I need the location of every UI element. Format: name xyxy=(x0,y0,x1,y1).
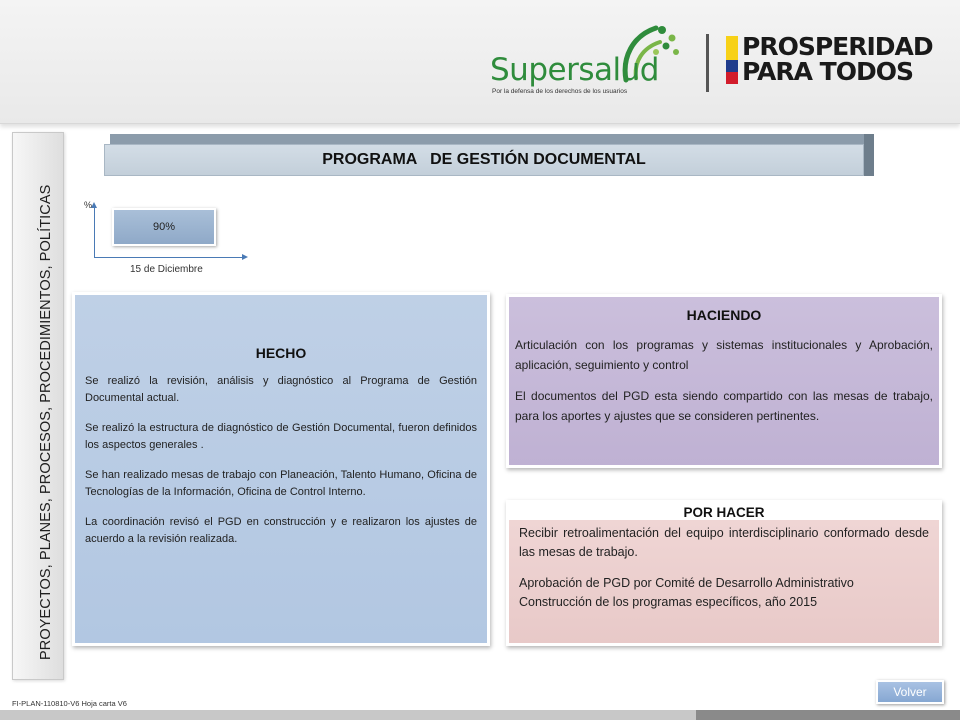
supersalud-wordmark: Supersalud xyxy=(490,52,659,88)
por-hacer-heading: POR HACER xyxy=(683,505,765,520)
por-hacer-paragraph: Recibir retroalimentación del equipo interdisciplinario conformado desde las mesas de trabajo. xyxy=(519,526,929,559)
prosperidad-line-2: PARA TODOS xyxy=(742,57,913,86)
por-hacer-card xyxy=(506,500,942,646)
progress-date: 15 de Diciembre xyxy=(130,264,203,275)
progress-bar: 90% xyxy=(112,208,216,246)
logo-divider xyxy=(706,34,709,92)
side-banner-label: PROYECTOS, PLANES, PROCESOS, PROCEDIMIENTOS, POLÍTICAS xyxy=(38,184,54,660)
supersalud-tagline: Por la defensa de los derechos de los usuarios xyxy=(492,88,628,95)
hecho-paragraph: Se realizó la revisión, análisis y diagnóstico al Programa de Gestión Documental actual. xyxy=(85,375,477,404)
progress-x-axis xyxy=(94,257,244,258)
footer-band xyxy=(0,710,960,720)
prosperidad-line-1: PROSPERIDAD xyxy=(742,32,933,61)
supersalud-logo xyxy=(488,22,698,102)
hecho-card xyxy=(72,292,490,646)
volver-button[interactable]: Volver xyxy=(876,680,944,704)
header-band xyxy=(0,0,960,124)
haciendo-heading: HACIENDO xyxy=(686,307,762,323)
document-code: FI-PLAN-110810-V6 Hoja carta V6 xyxy=(12,699,127,708)
haciendo-paragraph: Articulación con los programas y sistemas institucionales y Aprobación, aplicación, seguimiento y control xyxy=(515,338,933,372)
progress-axis-label: % xyxy=(84,200,93,210)
progress-y-axis xyxy=(94,206,95,258)
hecho-paragraph: Se han realizado mesas de trabajo con Planeación, Talento Humano, Oficina de Tecnologías de la Información, Oficina de Control Interno. xyxy=(85,469,477,498)
haciendo-card xyxy=(506,294,942,468)
por-hacer-paragraph: Construcción de los programas específicos, año 2015 xyxy=(519,595,818,609)
prosperidad-logo xyxy=(742,34,933,84)
hecho-heading: HECHO xyxy=(255,345,307,361)
por-hacer-paragraph: Aprobación de PGD por Comité de Desarrollo Administrativo xyxy=(519,576,854,590)
page-title: PROGRAMA DE GESTIÓN DOCUMENTAL xyxy=(322,151,646,168)
hecho-paragraph: Se realizó la estructura de diagnóstico de Gestión Documental, fueron definidos los aspectos generales . xyxy=(85,422,477,451)
hecho-paragraph: La coordinación revisó el PGD en construcción y e realizaron los ajustes de acuerdo a la revisión realizada. xyxy=(85,516,477,545)
colombia-flag-icon xyxy=(726,36,738,84)
haciendo-paragraph: El documentos del PGD esta siendo compartido con las mesas de trabajo, para los aportes y ajustes que se consideren pertinentes. xyxy=(515,389,933,423)
